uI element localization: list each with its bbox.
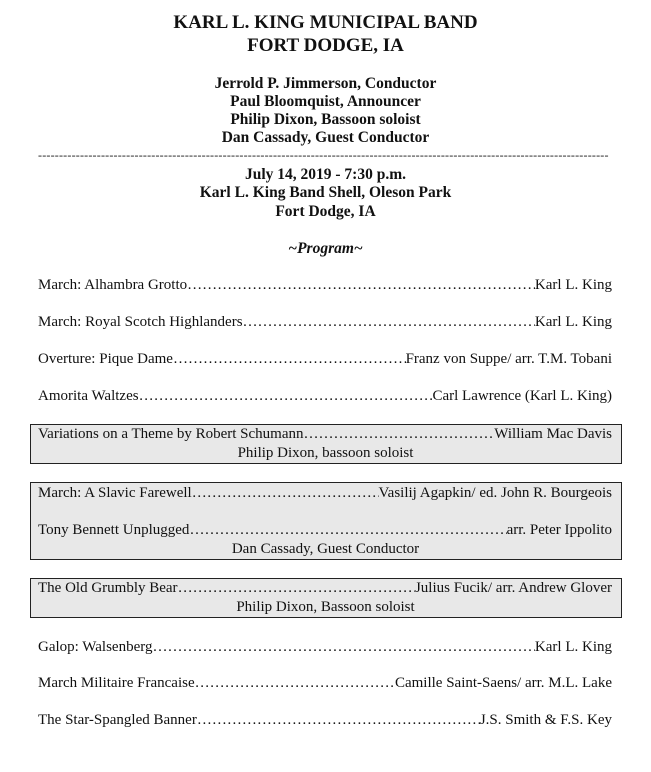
piece-composer: arr. Peter Ippolito bbox=[506, 522, 612, 538]
piece-title: March: Alhambra Grotto bbox=[38, 277, 188, 293]
leader-dots bbox=[195, 675, 395, 692]
piece-composer: William Mac Davis bbox=[494, 426, 612, 442]
piece-title: Variations on a Theme by Robert Schumann bbox=[38, 426, 304, 442]
program-item bbox=[38, 314, 612, 331]
leader-dots bbox=[173, 351, 406, 368]
piece-composer: J.S. Smith & F.S. Key bbox=[479, 712, 612, 728]
leader-dots bbox=[187, 277, 535, 294]
band-city: FORT DODGE, IA bbox=[247, 35, 404, 56]
piece-note: Dan Cassady, Guest Conductor bbox=[231, 541, 420, 557]
band-title: KARL L. KING MUNICIPAL BAND bbox=[173, 12, 478, 33]
program-item bbox=[38, 639, 612, 656]
leader-dots bbox=[197, 712, 480, 729]
leader-dots bbox=[243, 314, 535, 331]
event-location: Fort Dodge, IA bbox=[275, 203, 376, 220]
piece-composer: Camille Saint-Saens/ arr. M.L. Lake bbox=[394, 675, 612, 691]
piece-title: Amorita Waltzes bbox=[38, 388, 139, 404]
personnel-guest-conductor: Dan Cassady, Guest Conductor bbox=[221, 129, 430, 146]
leader-dots bbox=[192, 485, 379, 502]
event-date-time: July 14, 2019 - 7:30 p.m. bbox=[244, 166, 407, 183]
piece-title: The Old Grumbly Bear bbox=[38, 580, 178, 596]
piece-title: Tony Bennett Unplugged bbox=[38, 522, 190, 538]
piece-composer: Karl L. King bbox=[534, 277, 612, 293]
piece-title: Overture: Pique Dame bbox=[38, 351, 173, 367]
piece-note: Philip Dixon, Bassoon soloist bbox=[236, 599, 415, 615]
piece-title: March Militaire Francaise bbox=[38, 675, 195, 691]
program-item bbox=[38, 426, 612, 443]
leader-dots bbox=[152, 639, 534, 656]
leader-dots bbox=[189, 522, 506, 539]
piece-note: Philip Dixon, bassoon soloist bbox=[237, 445, 414, 461]
divider-line: ---------------------------------------------------------------------------------------------------------------------------------------- bbox=[38, 148, 609, 162]
piece-title: The Star-Spangled Banner bbox=[38, 712, 197, 728]
personnel-announcer: Paul Bloomquist, Announcer bbox=[230, 93, 421, 110]
event-venue: Karl L. King Band Shell, Oleson Park bbox=[199, 184, 452, 201]
personnel-soloist: Philip Dixon, Bassoon soloist bbox=[230, 111, 421, 128]
program-item bbox=[38, 675, 612, 692]
program-item bbox=[38, 388, 612, 405]
leader-dots bbox=[139, 388, 433, 405]
piece-composer: Karl L. King bbox=[534, 314, 612, 330]
program-item bbox=[38, 712, 612, 729]
piece-title: Galop: Walsenberg bbox=[38, 639, 153, 655]
piece-composer: Franz von Suppe/ arr. T.M. Tobani bbox=[405, 351, 612, 367]
leader-dots bbox=[304, 426, 495, 443]
piece-composer: Julius Fucik/ arr. Andrew Glover bbox=[414, 580, 612, 596]
program-item bbox=[38, 351, 612, 368]
personnel-conductor: Jerrold P. Jimmerson, Conductor bbox=[214, 75, 437, 92]
piece-composer: Carl Lawrence (Karl L. King) bbox=[432, 388, 612, 404]
piece-composer: Vasilij Agapkin/ ed. John R. Bourgeois bbox=[378, 485, 612, 501]
program-heading: ~Program~ bbox=[288, 240, 363, 257]
program-item bbox=[38, 485, 612, 502]
leader-dots bbox=[178, 580, 415, 597]
piece-title: March: A Slavic Farewell bbox=[38, 485, 192, 501]
program-item bbox=[38, 277, 612, 294]
piece-title: March: Royal Scotch Highlanders bbox=[38, 314, 243, 330]
piece-composer: Karl L. King bbox=[534, 639, 612, 655]
program-item bbox=[38, 522, 612, 539]
program-item bbox=[38, 580, 612, 597]
